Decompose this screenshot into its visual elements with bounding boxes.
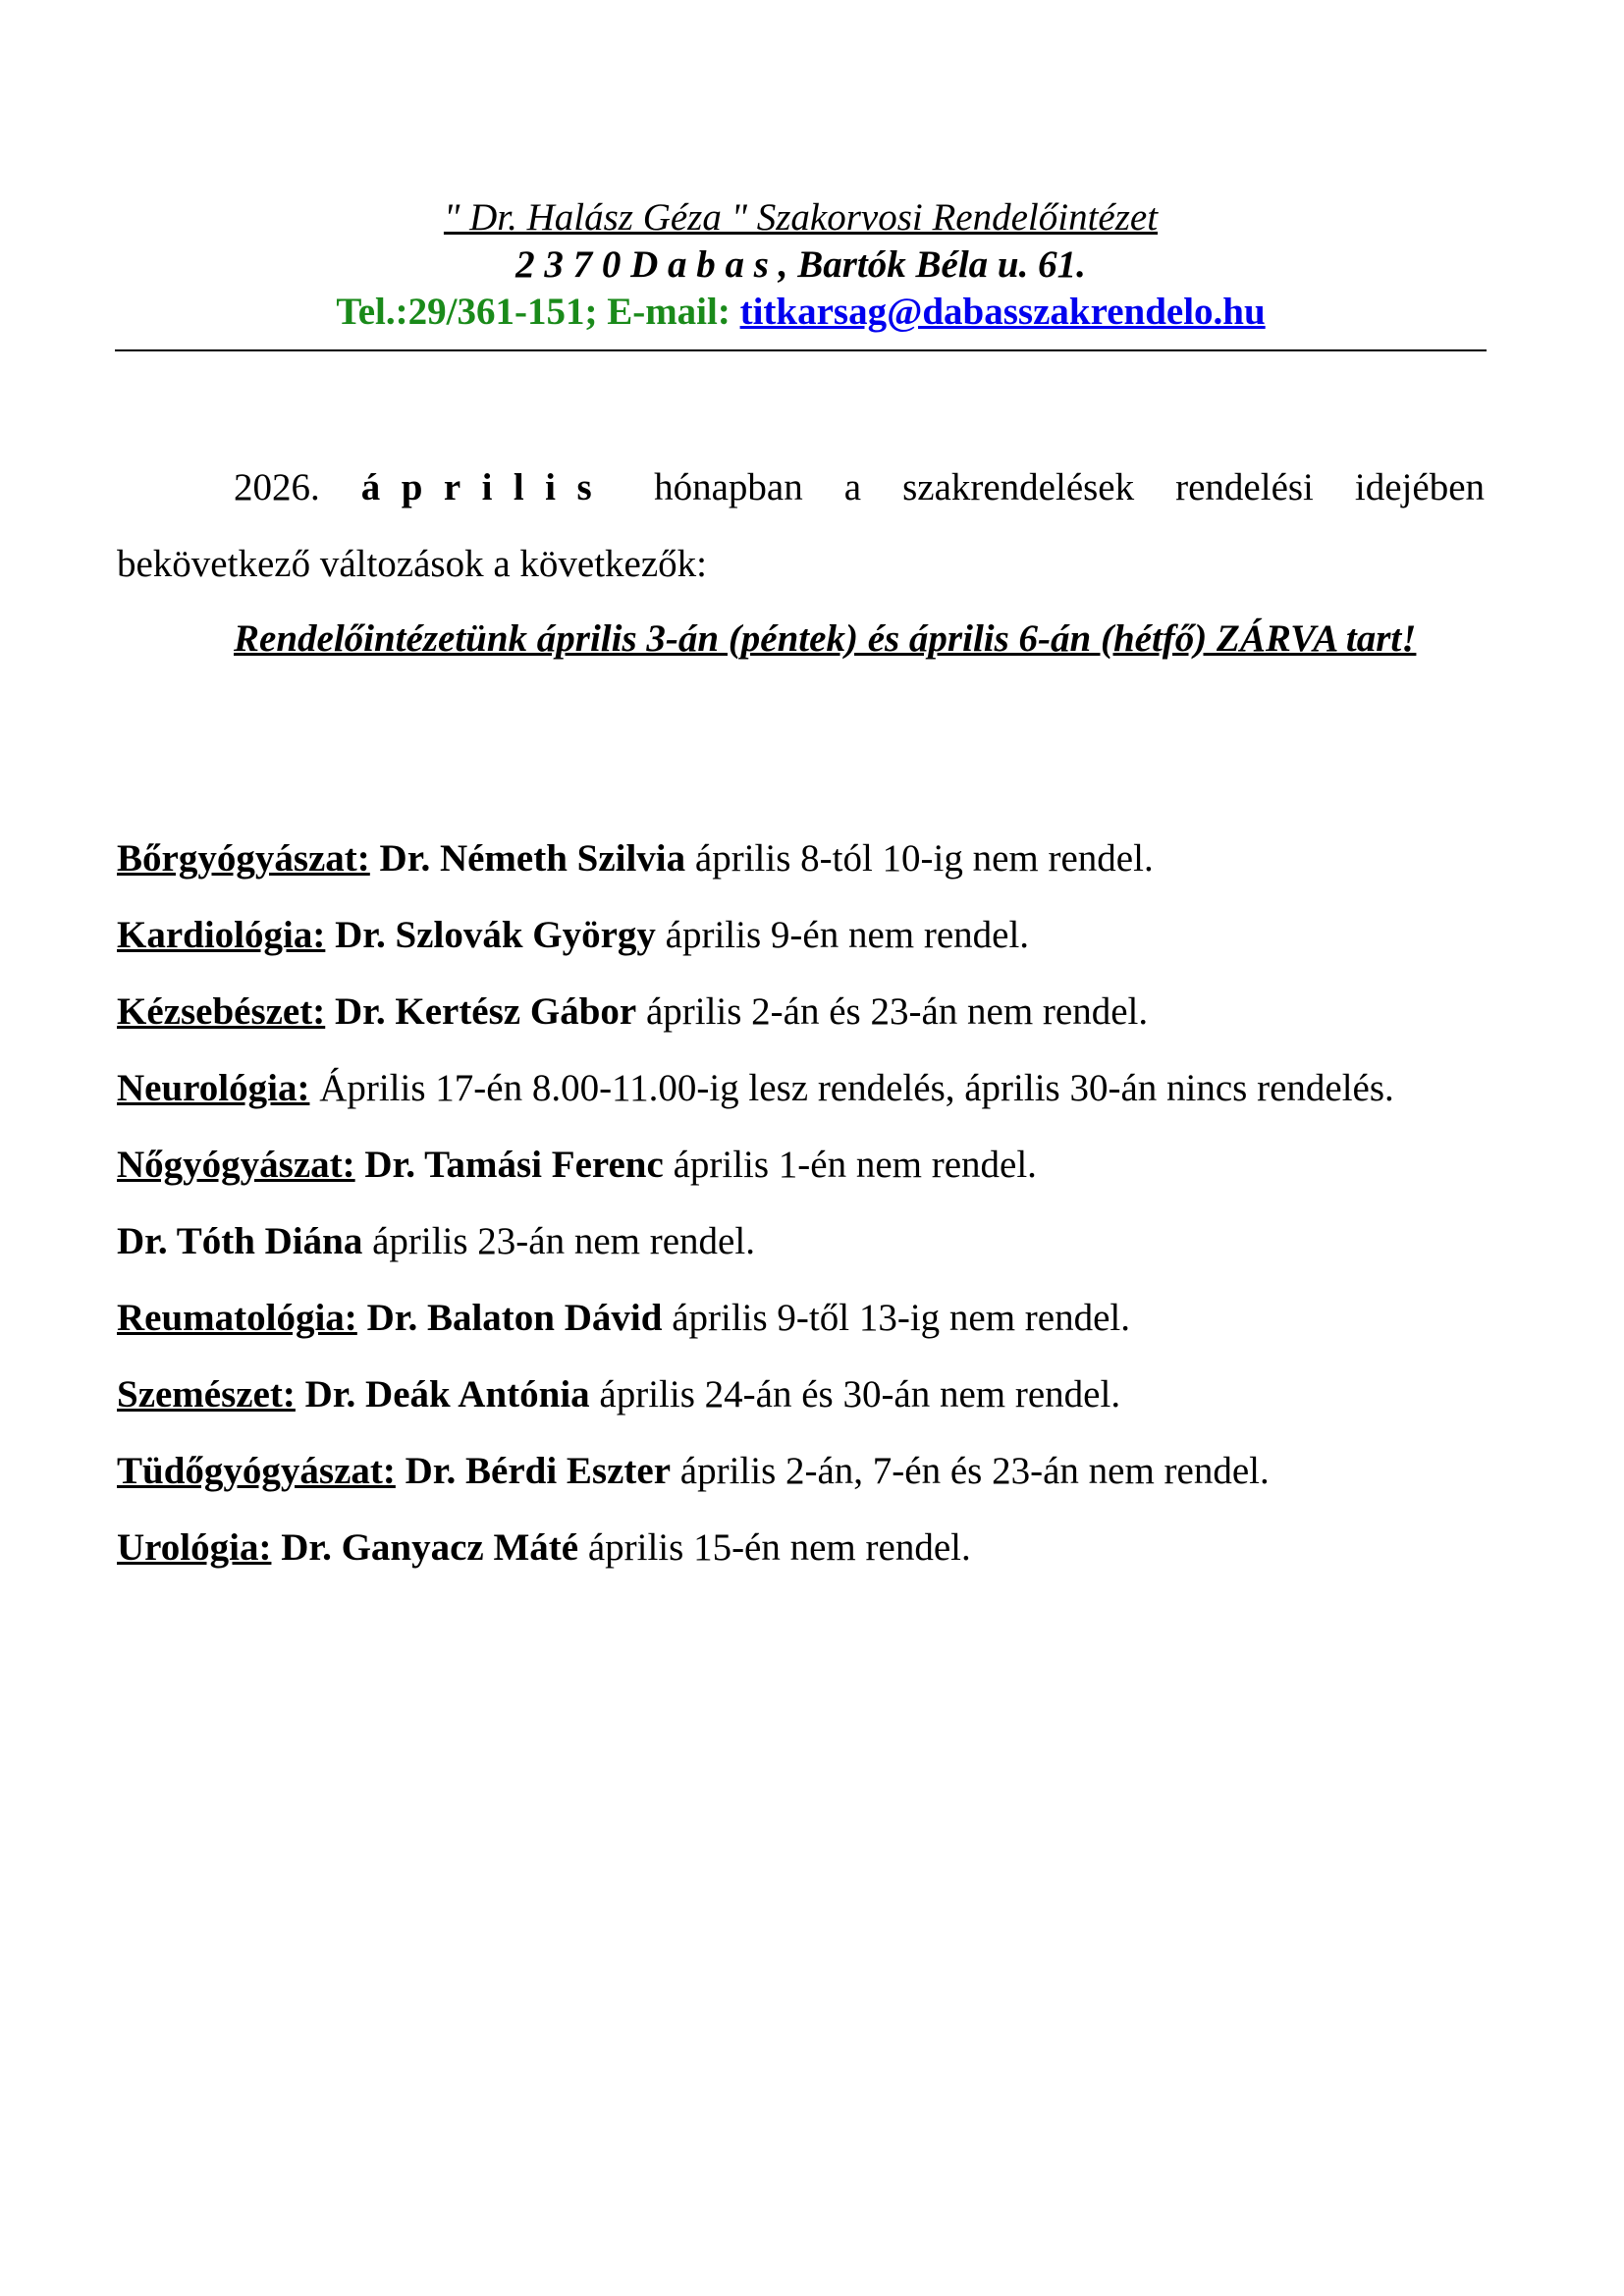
- contact-label: Tel.:29/361-151; E-mail:: [336, 291, 740, 333]
- schedule-note: április 24-án és 30-án nem rendel.: [599, 1373, 1121, 1415]
- doctor-name: Dr. Deák Antónia: [304, 1373, 590, 1415]
- doctor-name: Dr. Tóth Diána: [117, 1220, 363, 1262]
- department-name: Kézsebészet:: [117, 990, 326, 1033]
- intro-text: hónapban a szakrendelések rendelési idejében bekövetkező változások a következők:: [117, 466, 1486, 585]
- doctor-name: Dr. Tamási Ferenc: [364, 1144, 664, 1186]
- schedule-change-list: [117, 821, 1485, 1586]
- doctor-name: Dr. Ganyacz Máté: [281, 1526, 579, 1569]
- list-item: [117, 821, 1485, 897]
- letterhead: [115, 194, 1487, 336]
- schedule-note: Április 17-én 8.00-11.00-ig lesz rendelés, április 30-án nincs rendelés.: [319, 1067, 1394, 1109]
- contact-line: [115, 289, 1487, 336]
- list-item: [117, 1510, 1485, 1586]
- department-name: Szemészet:: [117, 1373, 296, 1415]
- schedule-note: április 23-án nem rendel.: [372, 1220, 755, 1262]
- list-item: [117, 974, 1485, 1050]
- list-item: [117, 1433, 1485, 1510]
- email-link[interactable]: titkarsag@dabasszakrendelo.hu: [739, 291, 1266, 333]
- doctor-name: Dr. Kertész Gábor: [334, 990, 637, 1033]
- schedule-note: április 2-án, 7-én és 23-án nem rendel.: [679, 1450, 1270, 1492]
- intro-year: 2026.: [234, 466, 320, 508]
- schedule-note: április 9-től 13-ig nem rendel.: [672, 1297, 1130, 1339]
- closure-notice: Rendelőintézetünk április 3-án (péntek) és április 6-án (hétfő) ZÁRVA tart!: [234, 617, 1417, 660]
- department-name: Tüdőgyógyászat:: [117, 1450, 396, 1492]
- doctor-name: Dr. Balaton Dávid: [366, 1297, 663, 1339]
- department-name: Nőgyógyászat:: [117, 1144, 355, 1186]
- institute-address: 2 3 7 0 D a b a s , Bartók Béla u. 61.: [515, 243, 1086, 286]
- list-item: [117, 1280, 1485, 1357]
- list-item: [117, 1357, 1485, 1433]
- schedule-note: április 2-án és 23-án nem rendel.: [645, 990, 1149, 1033]
- schedule-note: április 9-én nem rendel.: [665, 914, 1030, 956]
- schedule-note: április 15-én nem rendel.: [587, 1526, 971, 1569]
- department-name: Reumatológia:: [117, 1297, 357, 1339]
- doctor-name: Dr. Szlovák György: [335, 914, 656, 956]
- department-name: Neurológia:: [117, 1067, 310, 1109]
- doctor-name: Dr. Németh Szilvia: [379, 837, 686, 880]
- list-item: [117, 897, 1485, 974]
- department-name: Urológia:: [117, 1526, 272, 1569]
- department-name: Bőrgyógyászat:: [117, 837, 370, 880]
- list-item: [117, 1127, 1485, 1203]
- schedule-note: április 1-én nem rendel.: [673, 1144, 1037, 1186]
- institute-name: " Dr. Halász Géza " Szakorvosi Rendelőintézet: [443, 196, 1159, 239]
- doctor-name: Dr. Bérdi Eszter: [405, 1450, 672, 1492]
- header-divider: [115, 349, 1487, 351]
- schedule-note: április 8-tól 10-ig nem rendel.: [694, 837, 1154, 880]
- list-item: [117, 1050, 1485, 1127]
- list-item: [117, 1203, 1485, 1280]
- department-name: Kardiológia:: [117, 914, 326, 956]
- intro-month: április: [360, 466, 614, 508]
- intro-paragraph: [117, 450, 1485, 603]
